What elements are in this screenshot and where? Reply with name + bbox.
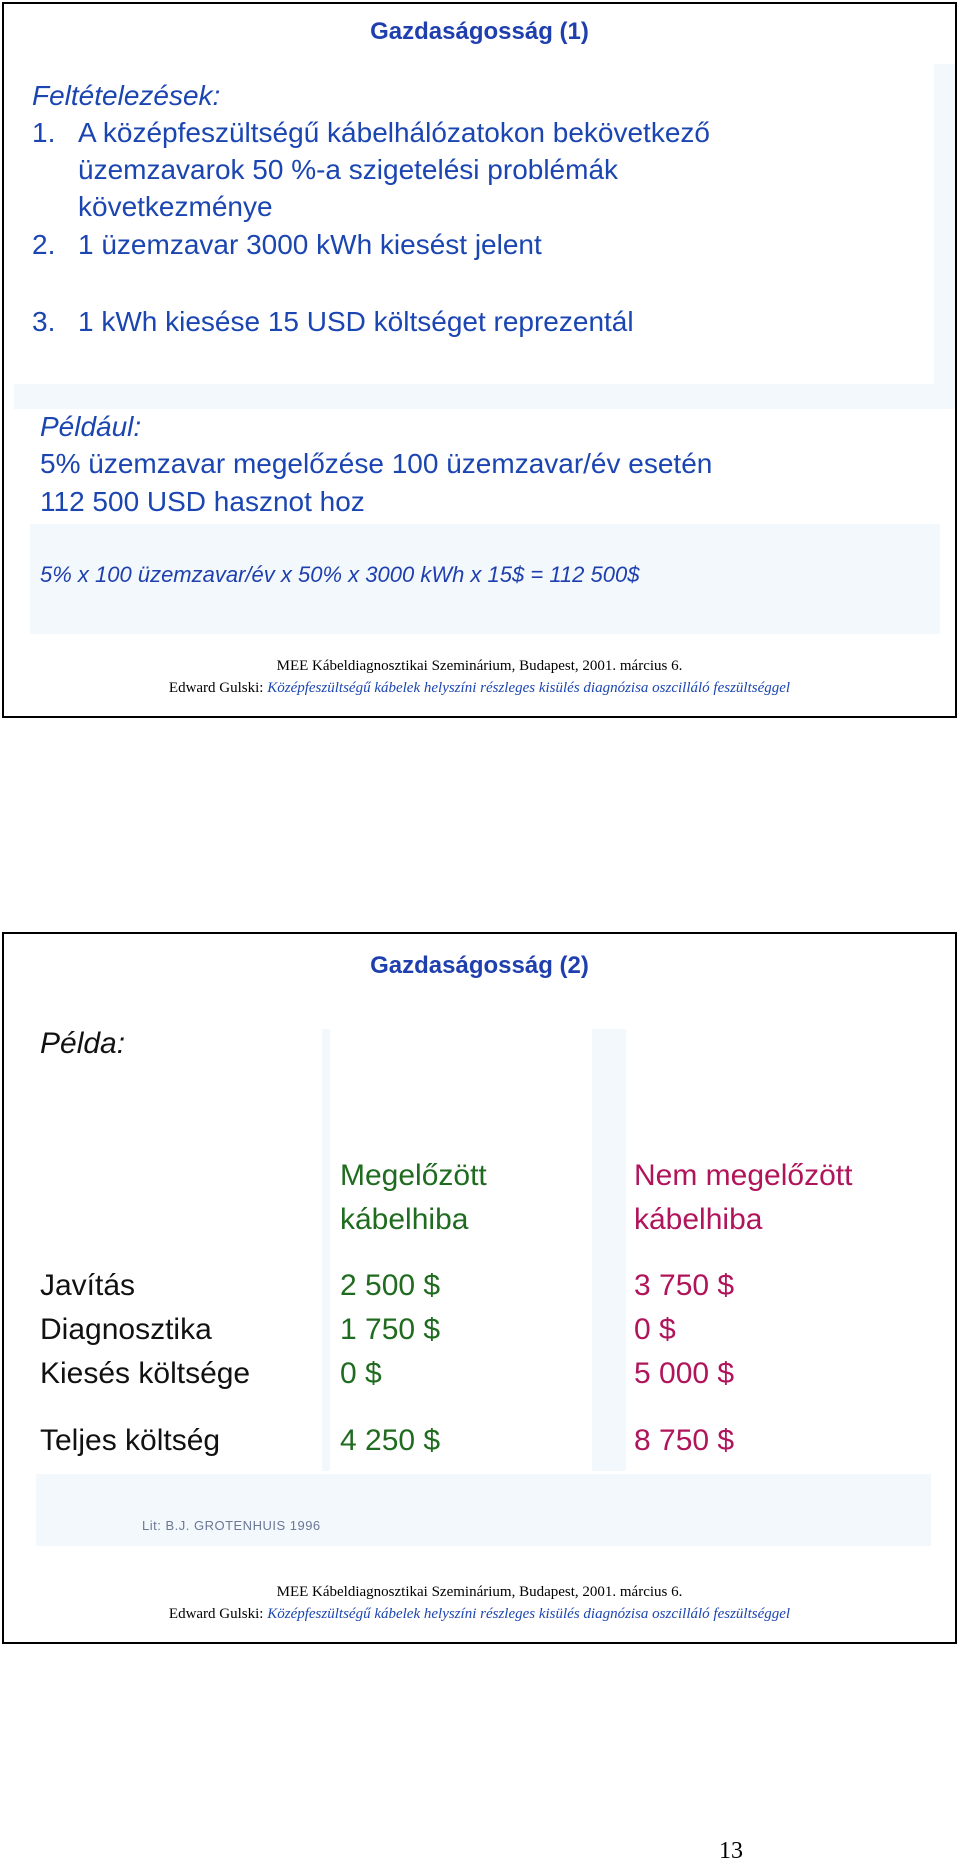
footer-seminar: MEE Kábeldiagnosztikai Szeminárium, Budapest, 2001. március 6. bbox=[276, 1584, 683, 1600]
cell-outage-not-prevented: 5 000 $ bbox=[634, 1357, 735, 1390]
slide-economy-1 bbox=[2, 2, 957, 718]
assumption-1-line-2: üzemzavarok 50 %-a szigetelési problémák bbox=[78, 154, 619, 185]
header-prevented-line-1: Megelőzött bbox=[340, 1159, 487, 1192]
author-name: Edward Gulski: bbox=[168, 680, 268, 696]
cell-total-not-prevented: 8 750 $ bbox=[634, 1424, 735, 1457]
assumption-text: A középfeszültségű kábelhálózatokon bekövetkező bbox=[78, 117, 710, 148]
list-number: 1. bbox=[32, 117, 56, 148]
background-band bbox=[14, 384, 957, 409]
author-name: Edward Gulski: bbox=[168, 1606, 268, 1622]
header-prevented-line-2: kábelhiba bbox=[340, 1203, 469, 1236]
assumption-1 bbox=[32, 117, 710, 149]
cell-diagnostics-not-prevented: 0 $ bbox=[634, 1313, 676, 1346]
list-number: 3. bbox=[32, 306, 56, 337]
cell-repair-not-prevented: 3 750 $ bbox=[634, 1269, 735, 1302]
cell-outage-prevented: 0 $ bbox=[340, 1357, 382, 1390]
slide-economy-2 bbox=[2, 932, 957, 1644]
list-number: 2. bbox=[32, 229, 56, 260]
cell-total-prevented: 4 250 $ bbox=[340, 1424, 441, 1457]
footer-author bbox=[4, 1606, 955, 1623]
talk-title: Középfeszültségű kábelek helyszíni részleges kisülés diagnózisa oszcilláló feszültséggel bbox=[267, 1606, 791, 1622]
example-line-1: 5% üzemzavar megelőzése 100 üzemzavar/év esetén bbox=[40, 448, 713, 479]
header-not-prevented-line-2: kábelhiba bbox=[634, 1203, 763, 1236]
row-label-total: Teljes költség bbox=[40, 1424, 221, 1457]
formula: 5% x 100 üzemzavar/év x 50% x 3000 kWh x 15$ = 112 500$ bbox=[40, 562, 640, 587]
slide-title: Gazdaságosság (2) bbox=[370, 952, 589, 979]
assumption-text: 1 kWh kiesése 15 USD költséget reprezentál bbox=[78, 306, 634, 337]
row-label-outage-cost: Kiesés költsége bbox=[40, 1357, 251, 1390]
background-band bbox=[934, 64, 957, 384]
assumption-text: 1 üzemzavar 3000 kWh kiesést jelent bbox=[78, 229, 542, 260]
column-divider bbox=[322, 1029, 330, 1471]
assumptions-heading: Feltételezések: bbox=[32, 80, 221, 111]
header-not-prevented-line-1: Nem megelőzött bbox=[634, 1159, 853, 1192]
row-label-repair: Javítás bbox=[40, 1269, 136, 1302]
footer-author bbox=[4, 680, 955, 697]
source-note: Lit: B.J. GROTENHUIS 1996 bbox=[142, 1518, 321, 1533]
source-background bbox=[36, 1474, 931, 1546]
footer-seminar: MEE Kábeldiagnosztikai Szeminárium, Budapest, 2001. március 6. bbox=[276, 658, 683, 674]
example-line-2: 112 500 USD hasznot hoz bbox=[40, 486, 365, 517]
example-label: Példa: bbox=[40, 1027, 126, 1060]
column-divider bbox=[592, 1029, 626, 1471]
assumption-1-line-3: következménye bbox=[78, 191, 273, 222]
talk-title: Középfeszültségű kábelek helyszíni részleges kisülés diagnózisa oszcilláló feszültséggel bbox=[267, 680, 791, 696]
cell-diagnostics-prevented: 1 750 $ bbox=[340, 1313, 441, 1346]
example-heading: Például: bbox=[40, 411, 142, 442]
assumption-3 bbox=[32, 306, 634, 338]
page-number: 13 bbox=[719, 1838, 743, 1864]
assumption-2 bbox=[32, 229, 542, 261]
slide-title: Gazdaságosság (1) bbox=[370, 18, 589, 45]
cell-repair-prevented: 2 500 $ bbox=[340, 1269, 441, 1302]
row-label-diagnostics: Diagnosztika bbox=[40, 1313, 212, 1346]
